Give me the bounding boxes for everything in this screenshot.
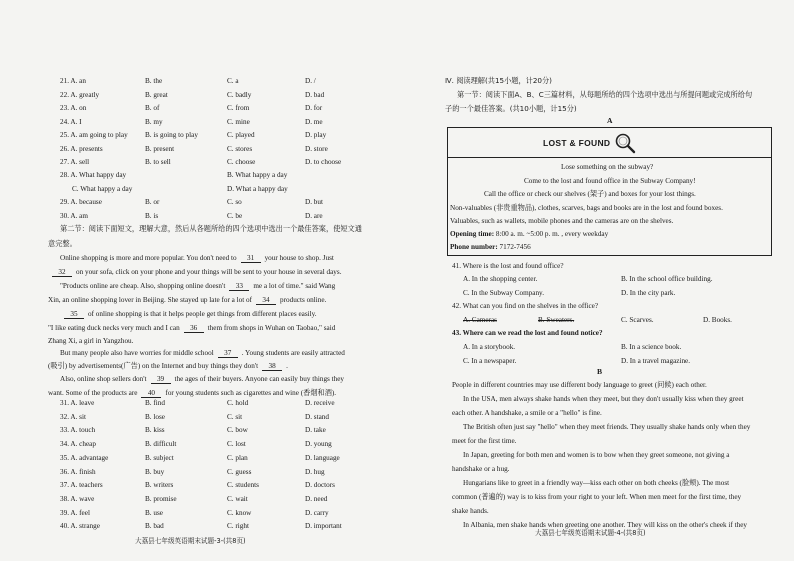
option: D. for [305, 104, 323, 112]
option: B. buy [145, 467, 165, 476]
option: B. promise [145, 494, 177, 503]
option: 27. A. sell [60, 158, 90, 166]
passage-line [60, 254, 334, 263]
phone-value: 7172-7456 [499, 243, 531, 251]
option: 23. A. on [60, 104, 87, 112]
option-row [60, 509, 380, 520]
hours-label: Opening time: [450, 230, 495, 238]
passage-text: . [286, 362, 288, 370]
option: C. In the Subway Company. [463, 289, 544, 297]
option: D. language [305, 453, 340, 462]
option: C. played [227, 131, 255, 139]
option: B. my [145, 117, 163, 126]
notice-line: Valuables, such as wallets, mobile phones and the cameras are on the shelves. [450, 217, 674, 225]
option: C. be [227, 211, 243, 220]
option: 30. A. am [60, 211, 88, 220]
q28-row-1 [60, 171, 380, 182]
option: D. important [305, 522, 342, 531]
blank-34: 34 [256, 296, 276, 305]
option-row [60, 104, 380, 115]
option-row [60, 468, 380, 479]
page-footer: 大荔县七年级英语期末试题-4-(共8页) [535, 529, 646, 537]
passage-text: for young students such as cigarettes and wine (香烟和酒). [165, 389, 337, 397]
option: D. to choose [305, 158, 342, 166]
passage-line: In the USA, men always shake hands when they meet, but they don't usually kiss when they greet [463, 395, 744, 403]
option-row [60, 413, 380, 424]
option: D. stand [305, 412, 329, 421]
option: 34. A. cheap [60, 440, 96, 449]
passage-line: Hungarians like to greet in a friendly way—kiss each other on both cheeks (脸颊). The most [463, 479, 730, 487]
blank-37: 37 [218, 349, 238, 358]
passage-line [48, 296, 326, 305]
question-42: 42. What can you find on the shelves in the office? [452, 302, 599, 310]
blank-33: 33 [229, 282, 249, 291]
option: C. In a newspaper. [463, 357, 517, 365]
passage-line: The British often just say "hello" when they meet friends. They usually shake hands only when they [463, 423, 751, 431]
option: B. What happy a day [227, 171, 288, 179]
passage-text: Online shopping is more and more popular. You don't need to [60, 254, 237, 262]
passage-line [48, 389, 336, 398]
passage-line [48, 337, 133, 345]
option: B. find [145, 399, 165, 407]
section-instruction-cont: 子的一个最佳答案。(共10小题，计15分) [445, 104, 577, 113]
notice-line: Come to the lost and found office in the Subway Company! [524, 177, 696, 185]
option: 35. A. advantage [60, 453, 109, 462]
option: A. Cameras [463, 316, 497, 324]
passage-line [48, 268, 342, 277]
option: D. In the city park. [621, 289, 676, 297]
passage-line [60, 375, 344, 384]
option: C. stores [227, 144, 253, 153]
phone-label: Phone number: [450, 243, 498, 251]
option: B. is [145, 211, 159, 220]
q28-row-2 [60, 185, 380, 196]
passage-line: In Japan, greeting for both men and women is to bow when they greet someone, not giving a [463, 451, 730, 459]
option: D. In a travel magazine. [621, 357, 691, 365]
passage-label-b: B [597, 367, 603, 376]
section-instruction: 第一节：阅读下面A、B、C三篇材料，从每题所给的四个选项中选出与所提问题或完成所给句 [457, 90, 753, 99]
option-row [60, 426, 380, 437]
option: C. wait [227, 494, 248, 503]
option: 32. A. sit [60, 412, 86, 421]
option: C. so [227, 198, 242, 206]
option: D. young [305, 440, 332, 449]
option-row [60, 118, 380, 129]
passage-text: But many people also have worries for middle school [60, 349, 214, 357]
option-row [60, 495, 380, 506]
option: B. Sweaters. [538, 316, 575, 324]
option: D. What a happy day [227, 185, 288, 193]
option: C. choose [227, 158, 256, 166]
option: A. In the shopping center. [463, 275, 538, 283]
blank-39: 39 [151, 375, 171, 384]
option: 38. A. wave [60, 494, 95, 503]
passage-line: meet for the first time. [452, 437, 517, 445]
option: 31. A. leave [60, 399, 95, 407]
option: C. hold [227, 399, 249, 407]
option-row [60, 145, 380, 156]
option: B. present [145, 144, 175, 153]
option: 36. A. finish [60, 467, 96, 476]
option: C. know [227, 508, 252, 517]
option-row [60, 131, 380, 142]
passage-line: common (普遍的) way is to kiss from your right to your left. When men meet for the first time, they [452, 493, 742, 501]
passage-line [48, 324, 335, 333]
passage-text: of online shopping is that it helps people get things from different places easily. [88, 310, 317, 318]
passage-line [48, 362, 288, 371]
option-row [60, 481, 380, 492]
option: D. receive [305, 399, 335, 407]
option: B. or [145, 198, 160, 206]
option: B. lose [145, 412, 165, 421]
q42-options [463, 316, 783, 327]
option: 40. A. strange [60, 522, 100, 531]
notice-line: Call the office or check our shelves (架子) and boxes for your lost things. [484, 190, 696, 198]
option-row [60, 212, 380, 223]
option: C. Scarves. [621, 316, 654, 324]
passage-text: the ages of their buyers. Anyone can easily buy things they [174, 375, 345, 383]
option-row [60, 158, 380, 169]
passage-text: me a lot of time." said Wang [253, 282, 336, 290]
option: 24. A. I [60, 117, 82, 126]
notice-phone [450, 243, 531, 251]
option: D. doctors [305, 481, 335, 490]
option: C. right [227, 522, 249, 531]
option-row [60, 91, 380, 102]
option: B. is going to play [145, 131, 198, 139]
question-43: 43. Where can we read the lost and found notice? [452, 329, 603, 337]
option: C. plan [227, 453, 248, 462]
passage-line [60, 310, 317, 319]
option: D. hug [305, 467, 325, 476]
passage-line [60, 282, 335, 291]
passage-text: Xin, an online shopping lover in Beijing. She stayed up late for a lot of [48, 296, 253, 304]
q43-options-1 [463, 343, 783, 354]
magnifier-icon [613, 131, 637, 155]
option-row [60, 399, 380, 410]
option: C. sit [227, 412, 243, 421]
option: 25. A. am going to play [60, 131, 128, 139]
passage-text: "I like eating duck necks very much and I can [48, 324, 180, 332]
notice-title: LOST & FOUND [543, 138, 611, 148]
option: D. are [305, 211, 323, 220]
option: B. writers [145, 481, 174, 490]
option: B. subject [145, 453, 174, 462]
lost-found-notice [447, 127, 772, 256]
option: D. carry [305, 508, 329, 517]
passage-text: . Young students are easily attracted [241, 349, 345, 357]
section-header: Ⅳ. 阅读理解(共15小题，计20分) [445, 76, 552, 85]
passage-text: Also, online shop sellers don't [60, 375, 147, 383]
option-row [60, 440, 380, 451]
option: C. students [227, 481, 259, 490]
option: D. bad [305, 90, 325, 99]
option: B. In a science book. [621, 343, 682, 351]
option: C. lost [227, 440, 246, 449]
passage-line: shake hands. [452, 507, 489, 515]
option: C. mine [227, 117, 250, 126]
passage-text: your house to shop. Just [264, 254, 334, 262]
option: 29. A. because [60, 198, 102, 206]
question-41: 41. Where is the lost and found office? [452, 262, 564, 270]
option: B. great [145, 90, 168, 99]
q43-options-2 [463, 357, 783, 368]
page-footer: 大荔县七年级英语期末试题-3-(共8页) [135, 537, 246, 545]
notice-hours [450, 230, 608, 238]
option: 22. A. greatly [60, 90, 100, 99]
passage-text: "Products online are cheap. Also, shopping online doesn't [60, 282, 226, 290]
q41-options-2 [463, 289, 783, 300]
option: C. What happy a day [72, 185, 133, 193]
passage-text: them from shops in Wuhan on Taobao," said [207, 324, 336, 332]
option: 26. A. presents [60, 144, 103, 153]
passage-text: products online. [280, 296, 327, 304]
passage-line [60, 349, 345, 358]
option: B. kiss [145, 426, 165, 435]
passage-line: In Albania, men shake hands when greeting one another. They will kiss on the other's cheek if they [463, 521, 747, 529]
notice-line: Lose something on the subway? [561, 163, 654, 171]
option: 33. A. touch [60, 426, 96, 435]
passage-text: Zhang Xi, a girl in Yangzhou. [48, 337, 134, 345]
option: 28. A. What happy day [60, 171, 127, 179]
option: B. difficult [145, 440, 177, 449]
option: C. guess [227, 467, 252, 476]
option: D. store [305, 144, 328, 153]
option: C. bow [227, 426, 248, 435]
option: B. the [145, 77, 163, 85]
option: C. badly [227, 90, 252, 99]
passage-line: People in different countries may use different body language to greet (问候) each other. [452, 381, 707, 389]
notice-line: Non-valuables (非贵重物品), clothes, scarves, bags and books are in the lost and found boxes. [450, 204, 723, 212]
option: D. take [305, 426, 326, 435]
option: D. me [305, 117, 323, 126]
blank-35: 35 [64, 310, 84, 319]
option: C. a [227, 77, 239, 85]
passage-line: each other. A handshake, a smile or a "hello" is fine. [452, 409, 602, 417]
option-row [60, 522, 380, 533]
option: 39. A. feel [60, 508, 90, 517]
option: B. to sell [145, 158, 171, 166]
option-row [60, 198, 380, 209]
option-row [60, 454, 380, 465]
option: 21. A. an [60, 77, 86, 85]
option-row [60, 77, 380, 88]
option: C. from [227, 104, 250, 112]
section-instruction: 第二节：阅读下面短文，理解大意，然后从各题所给的四个选项中选出一个最佳答案，使短文通 [60, 224, 362, 233]
blank-40: 40 [141, 389, 161, 398]
q41-options-1 [463, 275, 783, 286]
blank-38: 38 [262, 362, 282, 371]
notice-title-bar [448, 128, 771, 158]
passage-label-a: A [607, 116, 613, 125]
option: A. In a storybook. [463, 343, 516, 351]
option: D. need [305, 494, 328, 503]
option: B. bad [145, 522, 164, 531]
option: B. of [145, 104, 160, 112]
option: D. / [305, 77, 316, 85]
passage-text: (吸引) by advertisements(广告) on the Internet and buy things they don't [48, 362, 259, 370]
option: D. play [305, 131, 327, 139]
passage-line: handshake or a hug. [452, 465, 510, 473]
option: 37. A. teachers [60, 481, 103, 490]
blank-31: 31 [241, 254, 261, 263]
option: D. but [305, 198, 323, 206]
passage-text: want. Some of the products are [48, 389, 138, 397]
blank-36: 36 [184, 324, 204, 333]
passage-text: on your sofa, click on your phone and your things will be sent to your house in several days. [76, 268, 342, 276]
option: D. Books. [703, 316, 732, 324]
option: B. In the school office building. [621, 275, 713, 283]
option: B. use [145, 508, 163, 517]
blank-32: 32 [52, 268, 72, 277]
hours-value: 8:00 a. m. ~5:00 p. m. , every weekday [495, 230, 609, 238]
section-instruction-cont: 意完整。 [48, 239, 77, 248]
